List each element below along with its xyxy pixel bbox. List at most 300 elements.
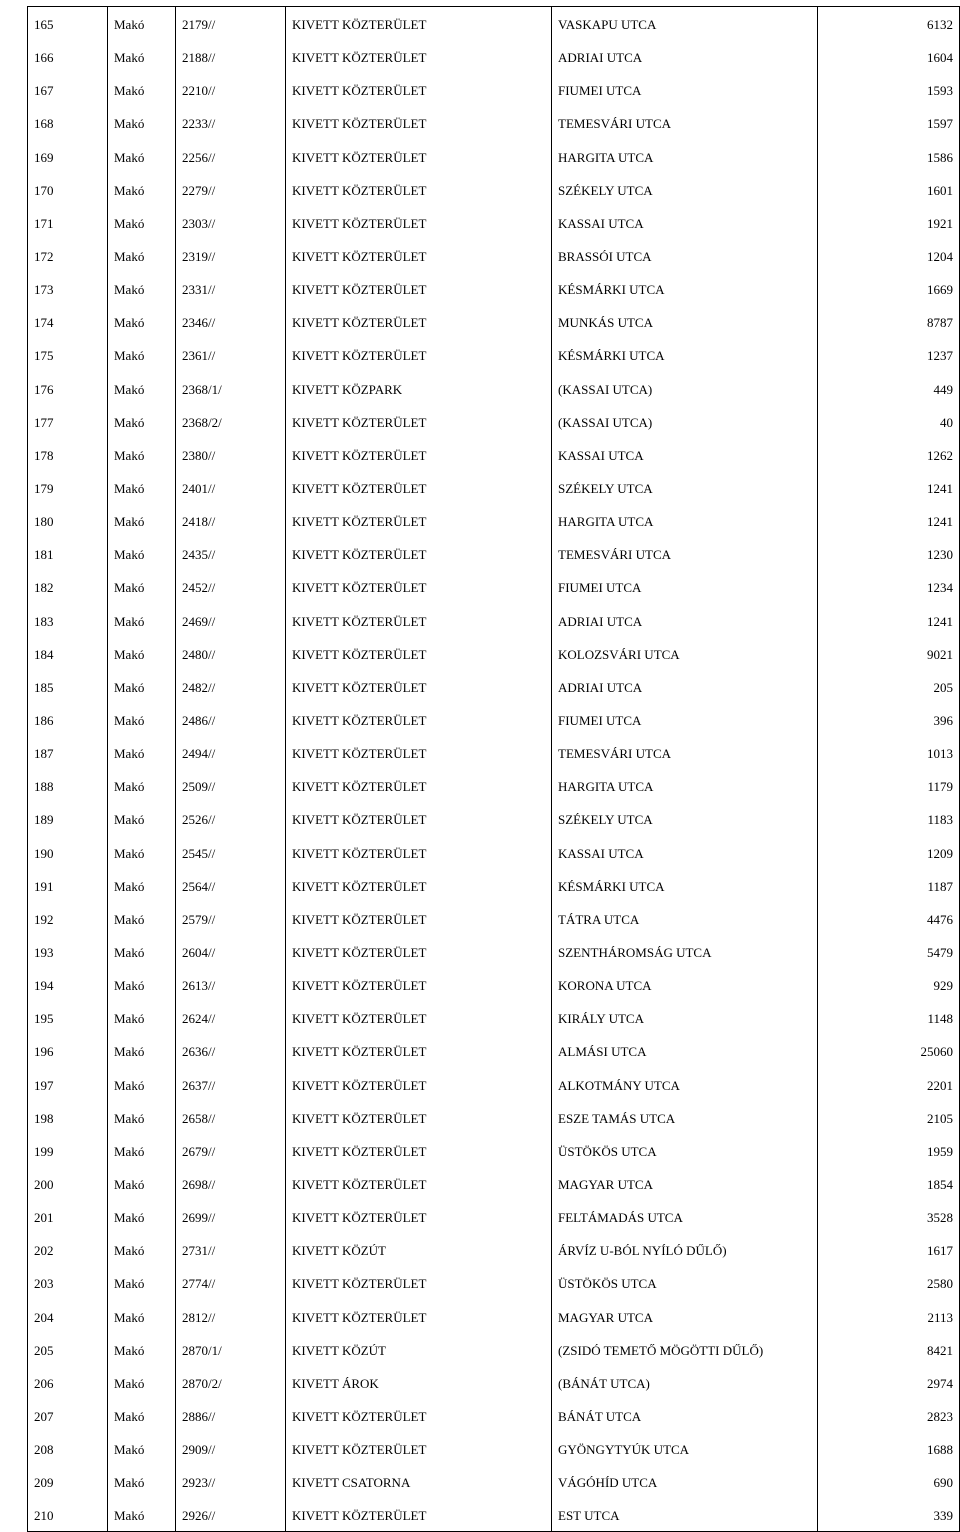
table-row <box>28 869 960 902</box>
parcel-id-cell: 2636// <box>176 1034 286 1067</box>
land-use-cell: KIVETT KÖZTERÜLET <box>286 802 552 835</box>
parcel-id-cell: 2564// <box>176 869 286 902</box>
area-cell: 40 <box>818 405 960 438</box>
area-cell: 3528 <box>818 1200 960 1233</box>
area-cell: 2201 <box>818 1068 960 1101</box>
table-row <box>28 1134 960 1167</box>
street-name-cell: HARGITA UTCA <box>552 504 818 537</box>
settlement-cell: Makó <box>108 1233 176 1266</box>
row-number-cell: 206 <box>28 1366 108 1399</box>
table-row <box>28 1366 960 1399</box>
parcel-id-cell: 2774// <box>176 1266 286 1299</box>
area-cell: 8421 <box>818 1333 960 1366</box>
land-use-cell: KIVETT KÖZTERÜLET <box>286 40 552 73</box>
street-name-cell: MUNKÁS UTCA <box>552 305 818 338</box>
land-use-cell: KIVETT KÖZTERÜLET <box>286 305 552 338</box>
area-cell: 8787 <box>818 305 960 338</box>
area-cell: 1179 <box>818 769 960 802</box>
parcel-id-cell: 2380// <box>176 438 286 471</box>
row-number-cell: 203 <box>28 1266 108 1299</box>
area-cell: 1241 <box>818 504 960 537</box>
settlement-cell: Makó <box>108 869 176 902</box>
land-use-cell: KIVETT KÖZPARK <box>286 372 552 405</box>
row-number-cell: 200 <box>28 1167 108 1200</box>
street-name-cell: GYÖNGYTYÚK UTCA <box>552 1432 818 1465</box>
table-row <box>28 902 960 935</box>
parcel-id-cell: 2210// <box>176 73 286 106</box>
area-cell: 396 <box>818 703 960 736</box>
parcel-id-cell: 2637// <box>176 1068 286 1101</box>
area-cell: 1593 <box>818 73 960 106</box>
row-number-cell: 208 <box>28 1432 108 1465</box>
row-number-cell: 198 <box>28 1101 108 1134</box>
parcel-id-cell: 2624// <box>176 1001 286 1034</box>
parcel-id-cell: 2658// <box>176 1101 286 1134</box>
table-row <box>28 1034 960 1067</box>
street-name-cell: (KASSAI UTCA) <box>552 372 818 405</box>
settlement-cell: Makó <box>108 935 176 968</box>
table-row <box>28 836 960 869</box>
land-use-cell: KIVETT KÖZTERÜLET <box>286 1001 552 1034</box>
land-use-cell: KIVETT KÖZTERÜLET <box>286 604 552 637</box>
row-number-cell: 173 <box>28 272 108 305</box>
table-row <box>28 272 960 305</box>
row-number-cell: 166 <box>28 40 108 73</box>
land-use-cell: KIVETT CSATORNA <box>286 1465 552 1498</box>
row-number-cell: 169 <box>28 140 108 173</box>
row-number-cell: 188 <box>28 769 108 802</box>
land-use-cell: KIVETT KÖZTERÜLET <box>286 206 552 239</box>
parcel-id-cell: 2482// <box>176 670 286 703</box>
area-cell: 1204 <box>818 239 960 272</box>
settlement-cell: Makó <box>108 338 176 371</box>
parcel-id-cell: 2613// <box>176 968 286 1001</box>
settlement-cell: Makó <box>108 902 176 935</box>
area-cell: 4476 <box>818 902 960 935</box>
row-number-cell: 210 <box>28 1498 108 1532</box>
land-use-cell: KIVETT KÖZTERÜLET <box>286 836 552 869</box>
row-number-cell: 178 <box>28 438 108 471</box>
area-cell: 1669 <box>818 272 960 305</box>
parcel-id-cell: 2361// <box>176 338 286 371</box>
street-name-cell: ADRIAI UTCA <box>552 604 818 637</box>
land-use-cell: KIVETT KÖZTERÜLET <box>286 106 552 139</box>
area-cell: 1921 <box>818 206 960 239</box>
parcel-id-cell: 2469// <box>176 604 286 637</box>
settlement-cell: Makó <box>108 1299 176 1332</box>
settlement-cell: Makó <box>108 670 176 703</box>
land-use-cell: KIVETT KÖZTERÜLET <box>286 405 552 438</box>
parcel-id-cell: 2870/1/ <box>176 1333 286 1366</box>
settlement-cell: Makó <box>108 106 176 139</box>
row-number-cell: 193 <box>28 935 108 968</box>
settlement-cell: Makó <box>108 1167 176 1200</box>
area-cell: 1854 <box>818 1167 960 1200</box>
area-cell: 2580 <box>818 1266 960 1299</box>
row-number-cell: 177 <box>28 405 108 438</box>
area-cell: 1241 <box>818 471 960 504</box>
street-name-cell: KÉSMÁRKI UTCA <box>552 869 818 902</box>
area-cell: 1183 <box>818 802 960 835</box>
street-name-cell: ÜSTÖKÖS UTCA <box>552 1266 818 1299</box>
parcel-id-cell: 2486// <box>176 703 286 736</box>
area-cell: 1234 <box>818 570 960 603</box>
area-cell: 690 <box>818 1465 960 1498</box>
land-use-cell: KIVETT KÖZTERÜLET <box>286 1498 552 1532</box>
settlement-cell: Makó <box>108 537 176 570</box>
land-use-cell: KIVETT KÖZTERÜLET <box>286 1068 552 1101</box>
settlement-cell: Makó <box>108 305 176 338</box>
land-use-cell: KIVETT KÖZTERÜLET <box>286 239 552 272</box>
street-name-cell: KÉSMÁRKI UTCA <box>552 338 818 371</box>
street-name-cell: SZÉKELY UTCA <box>552 802 818 835</box>
area-cell: 929 <box>818 968 960 1001</box>
table-row <box>28 703 960 736</box>
table-row <box>28 1233 960 1266</box>
street-name-cell: KASSAI UTCA <box>552 836 818 869</box>
parcel-id-cell: 2480// <box>176 637 286 670</box>
area-cell: 2105 <box>818 1101 960 1134</box>
row-number-cell: 176 <box>28 372 108 405</box>
row-number-cell: 184 <box>28 637 108 670</box>
table-row <box>28 1167 960 1200</box>
row-number-cell: 170 <box>28 173 108 206</box>
table-row <box>28 1068 960 1101</box>
settlement-cell: Makó <box>108 703 176 736</box>
table-row <box>28 935 960 968</box>
row-number-cell: 199 <box>28 1134 108 1167</box>
street-name-cell: VÁGÓHÍD UTCA <box>552 1465 818 1498</box>
parcel-id-cell: 2319// <box>176 239 286 272</box>
land-use-cell: KIVETT KÖZTERÜLET <box>286 537 552 570</box>
row-number-cell: 182 <box>28 570 108 603</box>
land-use-cell: KIVETT KÖZTERÜLET <box>286 438 552 471</box>
row-number-cell: 196 <box>28 1034 108 1067</box>
table-row <box>28 504 960 537</box>
street-name-cell: TEMESVÁRI UTCA <box>552 106 818 139</box>
street-name-cell: ÜSTÖKÖS UTCA <box>552 1134 818 1167</box>
parcel-id-cell: 2279// <box>176 173 286 206</box>
parcel-id-cell: 2545// <box>176 836 286 869</box>
row-number-cell: 191 <box>28 869 108 902</box>
land-use-cell: KIVETT KÖZTERÜLET <box>286 869 552 902</box>
table-row <box>28 1333 960 1366</box>
land-use-cell: KIVETT KÖZTERÜLET <box>286 1299 552 1332</box>
table-row <box>28 604 960 637</box>
settlement-cell: Makó <box>108 836 176 869</box>
settlement-cell: Makó <box>108 173 176 206</box>
settlement-cell: Makó <box>108 1366 176 1399</box>
land-use-cell: KIVETT KÖZTERÜLET <box>286 471 552 504</box>
settlement-cell: Makó <box>108 7 176 41</box>
parcel-table <box>27 6 960 1532</box>
land-use-cell: KIVETT KÖZTERÜLET <box>286 1266 552 1299</box>
street-name-cell: BRASSÓI UTCA <box>552 239 818 272</box>
parcel-id-cell: 2331// <box>176 272 286 305</box>
area-cell: 1237 <box>818 338 960 371</box>
settlement-cell: Makó <box>108 140 176 173</box>
settlement-cell: Makó <box>108 1432 176 1465</box>
table-row <box>28 570 960 603</box>
parcel-id-cell: 2188// <box>176 40 286 73</box>
parcel-id-cell: 2401// <box>176 471 286 504</box>
table-row <box>28 968 960 1001</box>
row-number-cell: 186 <box>28 703 108 736</box>
street-name-cell: ÁRVÍZ U-BÓL NYÍLÓ DŰLŐ) <box>552 1233 818 1266</box>
row-number-cell: 209 <box>28 1465 108 1498</box>
row-number-cell: 185 <box>28 670 108 703</box>
street-name-cell: SZÉKELY UTCA <box>552 471 818 504</box>
parcel-id-cell: 2233// <box>176 106 286 139</box>
settlement-cell: Makó <box>108 405 176 438</box>
street-name-cell: ESZE TAMÁS UTCA <box>552 1101 818 1134</box>
table-row <box>28 40 960 73</box>
street-name-cell: (KASSAI UTCA) <box>552 405 818 438</box>
table-row <box>28 1399 960 1432</box>
street-name-cell: TEMESVÁRI UTCA <box>552 736 818 769</box>
street-name-cell: BÁNÁT UTCA <box>552 1399 818 1432</box>
row-number-cell: 189 <box>28 802 108 835</box>
table-row <box>28 338 960 371</box>
parcel-id-cell: 2256// <box>176 140 286 173</box>
settlement-cell: Makó <box>108 272 176 305</box>
row-number-cell: 201 <box>28 1200 108 1233</box>
row-number-cell: 187 <box>28 736 108 769</box>
table-row <box>28 769 960 802</box>
street-name-cell: FIUMEI UTCA <box>552 73 818 106</box>
table-row <box>28 1498 960 1532</box>
area-cell: 205 <box>818 670 960 703</box>
settlement-cell: Makó <box>108 570 176 603</box>
land-use-cell: KIVETT KÖZTERÜLET <box>286 504 552 537</box>
parcel-id-cell: 2886// <box>176 1399 286 1432</box>
table-row <box>28 140 960 173</box>
parcel-id-cell: 2435// <box>176 537 286 570</box>
area-cell: 1241 <box>818 604 960 637</box>
land-use-cell: KIVETT KÖZÚT <box>286 1333 552 1366</box>
street-name-cell: HARGITA UTCA <box>552 769 818 802</box>
parcel-id-cell: 2368/2/ <box>176 405 286 438</box>
land-use-cell: KIVETT KÖZTERÜLET <box>286 1167 552 1200</box>
street-name-cell: FELTÁMADÁS UTCA <box>552 1200 818 1233</box>
street-name-cell: ALMÁSI UTCA <box>552 1034 818 1067</box>
settlement-cell: Makó <box>108 1134 176 1167</box>
table-row <box>28 405 960 438</box>
land-use-cell: KIVETT KÖZTERÜLET <box>286 670 552 703</box>
table-row <box>28 239 960 272</box>
row-number-cell: 172 <box>28 239 108 272</box>
table-row <box>28 305 960 338</box>
land-use-cell: KIVETT KÖZTERÜLET <box>286 1432 552 1465</box>
row-number-cell: 180 <box>28 504 108 537</box>
street-name-cell: (BÁNÁT UTCA) <box>552 1366 818 1399</box>
settlement-cell: Makó <box>108 1034 176 1067</box>
area-cell: 1013 <box>818 736 960 769</box>
settlement-cell: Makó <box>108 504 176 537</box>
settlement-cell: Makó <box>108 73 176 106</box>
table-row <box>28 206 960 239</box>
row-number-cell: 167 <box>28 73 108 106</box>
table-row <box>28 736 960 769</box>
street-name-cell: HARGITA UTCA <box>552 140 818 173</box>
settlement-cell: Makó <box>108 1266 176 1299</box>
settlement-cell: Makó <box>108 637 176 670</box>
settlement-cell: Makó <box>108 1465 176 1498</box>
parcel-id-cell: 2909// <box>176 1432 286 1465</box>
table-row <box>28 637 960 670</box>
land-use-cell: KIVETT KÖZTERÜLET <box>286 1101 552 1134</box>
area-cell: 2823 <box>818 1399 960 1432</box>
settlement-cell: Makó <box>108 769 176 802</box>
street-name-cell: MAGYAR UTCA <box>552 1299 818 1332</box>
area-cell: 1209 <box>818 836 960 869</box>
area-cell: 1959 <box>818 1134 960 1167</box>
land-use-cell: KIVETT KÖZTERÜLET <box>286 902 552 935</box>
area-cell: 339 <box>818 1498 960 1532</box>
street-name-cell: KASSAI UTCA <box>552 438 818 471</box>
settlement-cell: Makó <box>108 1333 176 1366</box>
parcel-id-cell: 2179// <box>176 7 286 41</box>
settlement-cell: Makó <box>108 802 176 835</box>
row-number-cell: 202 <box>28 1233 108 1266</box>
parcel-id-cell: 2346// <box>176 305 286 338</box>
parcel-id-cell: 2452// <box>176 570 286 603</box>
area-cell: 1688 <box>818 1432 960 1465</box>
street-name-cell: SZENTHÁROMSÁG UTCA <box>552 935 818 968</box>
settlement-cell: Makó <box>108 736 176 769</box>
settlement-cell: Makó <box>108 438 176 471</box>
row-number-cell: 190 <box>28 836 108 869</box>
row-number-cell: 183 <box>28 604 108 637</box>
street-name-cell: ALKOTMÁNY UTCA <box>552 1068 818 1101</box>
street-name-cell: FIUMEI UTCA <box>552 703 818 736</box>
land-use-cell: KIVETT KÖZTERÜLET <box>286 1134 552 1167</box>
land-use-cell: KIVETT KÖZTERÜLET <box>286 703 552 736</box>
land-use-cell: KIVETT KÖZTERÜLET <box>286 73 552 106</box>
street-name-cell: FIUMEI UTCA <box>552 570 818 603</box>
table-row <box>28 438 960 471</box>
table-row <box>28 471 960 504</box>
street-name-cell: TÁTRA UTCA <box>552 902 818 935</box>
parcel-id-cell: 2698// <box>176 1167 286 1200</box>
area-cell: 1617 <box>818 1233 960 1266</box>
row-number-cell: 197 <box>28 1068 108 1101</box>
land-use-cell: KIVETT KÖZTERÜLET <box>286 637 552 670</box>
settlement-cell: Makó <box>108 968 176 1001</box>
land-use-cell: KIVETT KÖZTERÜLET <box>286 1399 552 1432</box>
row-number-cell: 165 <box>28 7 108 41</box>
street-name-cell: EST UTCA <box>552 1498 818 1532</box>
row-number-cell: 194 <box>28 968 108 1001</box>
table-row <box>28 1432 960 1465</box>
settlement-cell: Makó <box>108 372 176 405</box>
settlement-cell: Makó <box>108 1200 176 1233</box>
street-name-cell: ADRIAI UTCA <box>552 40 818 73</box>
street-name-cell: MAGYAR UTCA <box>552 1167 818 1200</box>
land-use-cell: KIVETT KÖZTERÜLET <box>286 736 552 769</box>
area-cell: 2113 <box>818 1299 960 1332</box>
parcel-id-cell: 2926// <box>176 1498 286 1532</box>
table-row <box>28 537 960 570</box>
street-name-cell: (ZSIDÓ TEMETŐ MÖGÖTTI DŰLŐ) <box>552 1333 818 1366</box>
settlement-cell: Makó <box>108 1399 176 1432</box>
parcel-id-cell: 2604// <box>176 935 286 968</box>
row-number-cell: 205 <box>28 1333 108 1366</box>
land-use-cell: KIVETT KÖZTERÜLET <box>286 769 552 802</box>
area-cell: 1586 <box>818 140 960 173</box>
parcel-id-cell: 2579// <box>176 902 286 935</box>
parcel-id-cell: 2418// <box>176 504 286 537</box>
table-row <box>28 1266 960 1299</box>
settlement-cell: Makó <box>108 1498 176 1532</box>
parcel-id-cell: 2509// <box>176 769 286 802</box>
table-row <box>28 1465 960 1498</box>
area-cell: 2974 <box>818 1366 960 1399</box>
area-cell: 1604 <box>818 40 960 73</box>
street-name-cell: TEMESVÁRI UTCA <box>552 537 818 570</box>
row-number-cell: 171 <box>28 206 108 239</box>
row-number-cell: 192 <box>28 902 108 935</box>
parcel-id-cell: 2679// <box>176 1134 286 1167</box>
street-name-cell: KIRÁLY UTCA <box>552 1001 818 1034</box>
table-row <box>28 1200 960 1233</box>
land-use-cell: KIVETT KÖZTERÜLET <box>286 272 552 305</box>
land-use-cell: KIVETT ÁROK <box>286 1366 552 1399</box>
table-row <box>28 73 960 106</box>
parcel-id-cell: 2870/2/ <box>176 1366 286 1399</box>
settlement-cell: Makó <box>108 1001 176 1034</box>
row-number-cell: 207 <box>28 1399 108 1432</box>
street-name-cell: ADRIAI UTCA <box>552 670 818 703</box>
settlement-cell: Makó <box>108 40 176 73</box>
area-cell: 1597 <box>818 106 960 139</box>
settlement-cell: Makó <box>108 206 176 239</box>
area-cell: 1187 <box>818 869 960 902</box>
row-number-cell: 204 <box>28 1299 108 1332</box>
area-cell: 1601 <box>818 173 960 206</box>
row-number-cell: 179 <box>28 471 108 504</box>
land-use-cell: KIVETT KÖZTERÜLET <box>286 1200 552 1233</box>
table-row <box>28 1299 960 1332</box>
land-use-cell: KIVETT KÖZTERÜLET <box>286 173 552 206</box>
area-cell: 25060 <box>818 1034 960 1067</box>
parcel-id-cell: 2812// <box>176 1299 286 1332</box>
land-use-cell: KIVETT KÖZTERÜLET <box>286 140 552 173</box>
settlement-cell: Makó <box>108 471 176 504</box>
row-number-cell: 168 <box>28 106 108 139</box>
row-number-cell: 195 <box>28 1001 108 1034</box>
table-row <box>28 173 960 206</box>
parcel-id-cell: 2303// <box>176 206 286 239</box>
street-name-cell: KÉSMÁRKI UTCA <box>552 272 818 305</box>
parcel-id-cell: 2923// <box>176 1465 286 1498</box>
parcel-id-cell: 2526// <box>176 802 286 835</box>
land-use-cell: KIVETT KÖZTERÜLET <box>286 935 552 968</box>
land-use-cell: KIVETT KÖZTERÜLET <box>286 1034 552 1067</box>
street-name-cell: KORONA UTCA <box>552 968 818 1001</box>
area-cell: 1148 <box>818 1001 960 1034</box>
settlement-cell: Makó <box>108 1068 176 1101</box>
table-row <box>28 106 960 139</box>
parcel-table-body <box>28 7 960 1532</box>
table-row <box>28 802 960 835</box>
row-number-cell: 175 <box>28 338 108 371</box>
land-use-cell: KIVETT KÖZTERÜLET <box>286 338 552 371</box>
table-row <box>28 7 960 41</box>
table-row <box>28 372 960 405</box>
settlement-cell: Makó <box>108 604 176 637</box>
area-cell: 1262 <box>818 438 960 471</box>
